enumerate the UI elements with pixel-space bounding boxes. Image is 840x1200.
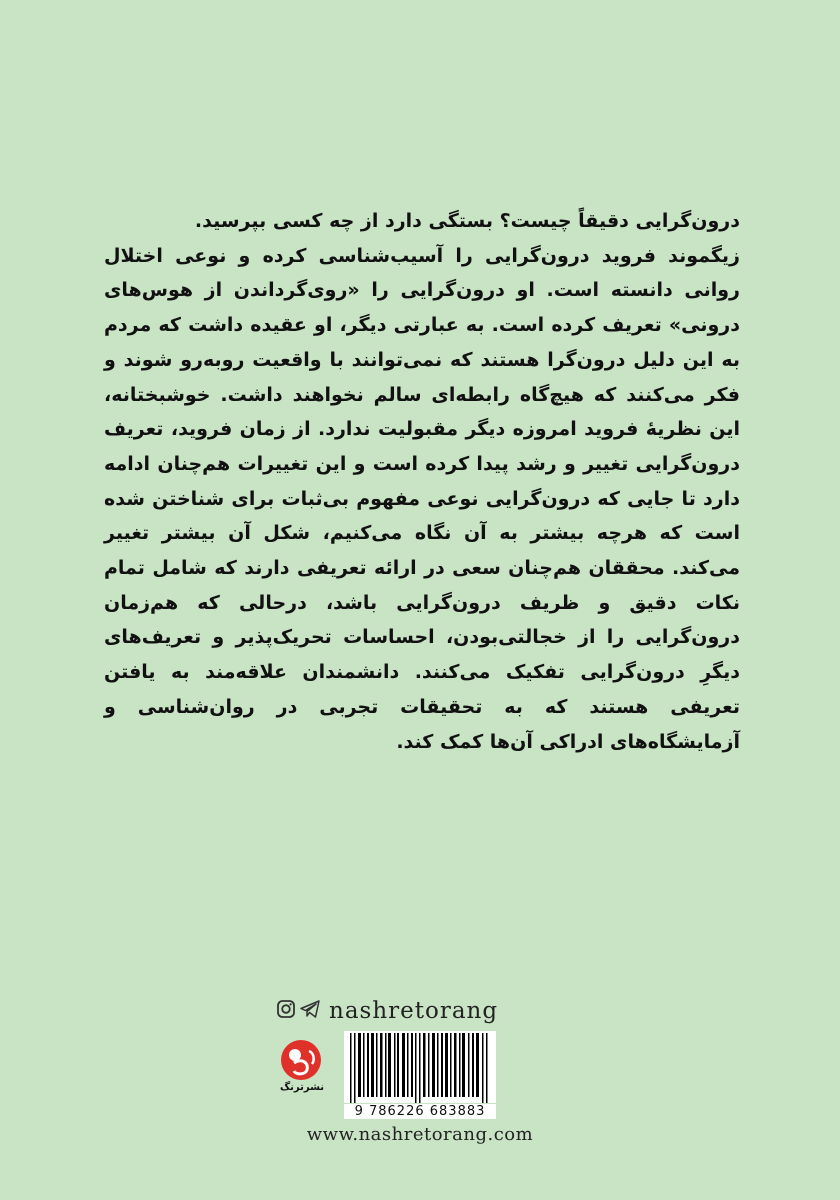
telegram-icon[interactable] bbox=[299, 999, 321, 1023]
social-handle[interactable]: nashretorang bbox=[329, 998, 499, 1024]
publisher-logo-text: نشرترنگ bbox=[279, 1082, 325, 1093]
body-paragraph: زیگموند فروید درون‌گرایی را آسیب‌شناسی کرده و نوعی اختلال روانی دانسته است. او درون‌گرایی را «روی‌گرداندن از هوس‌های درونی» تعریف کرده است. به عبارتی دیگر، او عقیده داشت که مردم به این دلیل درون‌گرا هستند که نمی‌توانند با واقعیت روبه‌رو شوند و فکر می‌کنند که هیچ‌گاه رابطه‌ای سالم نخواهند داشت. خوشبختانه، این نظریهٔ فروید امروزه دیگر مقبولیت ندارد. از زمان فروید، تعریف درون‌گرایی تغییر و رشد پیدا کرده است و این تغییرات هم‌چنان ادامه دارد تا جایی که درون‌گرایی نوعی مفهوم بی‌ثبات برای شناختن شده است که هرچه بیشتر به آن نگاه می‌کنیم، شکل آن بیشتر تغییر می‌کند. محققان هم‌چنان سعی در ارائه تعریفی دارند که شامل تمام نکات دقیق و ظریف درون‌گرایی باشد، درحالی که هم‌زمان درون‌گرایی را از خجالتی‌بودن، احساسات تحریک‌پذیر و تعریف‌های دیگرِ درون‌گرایی تفکیک می‌کنند. دانشمندان علاقه‌مند به یافتن تعریفی هستند که به تحقیقات تجربی در روان‌شناسی و آزمایشگاه‌های ادراکی آن‌ها کمک کند. bbox=[104, 244, 740, 753]
publisher-logo bbox=[274, 1036, 336, 1096]
social-row bbox=[276, 998, 498, 1024]
intro-question: درون‌گرایی دقیقاً چیست؟ بستگی دارد از چه کسی بپرسید. bbox=[194, 210, 740, 232]
back-cover-text bbox=[104, 204, 740, 759]
isbn-number: 9 786226 683883 bbox=[344, 1104, 496, 1119]
instagram-icon[interactable] bbox=[276, 999, 296, 1023]
isbn-barcode bbox=[344, 1031, 496, 1103]
website-url[interactable]: www.nashretorang.com bbox=[306, 1124, 534, 1145]
